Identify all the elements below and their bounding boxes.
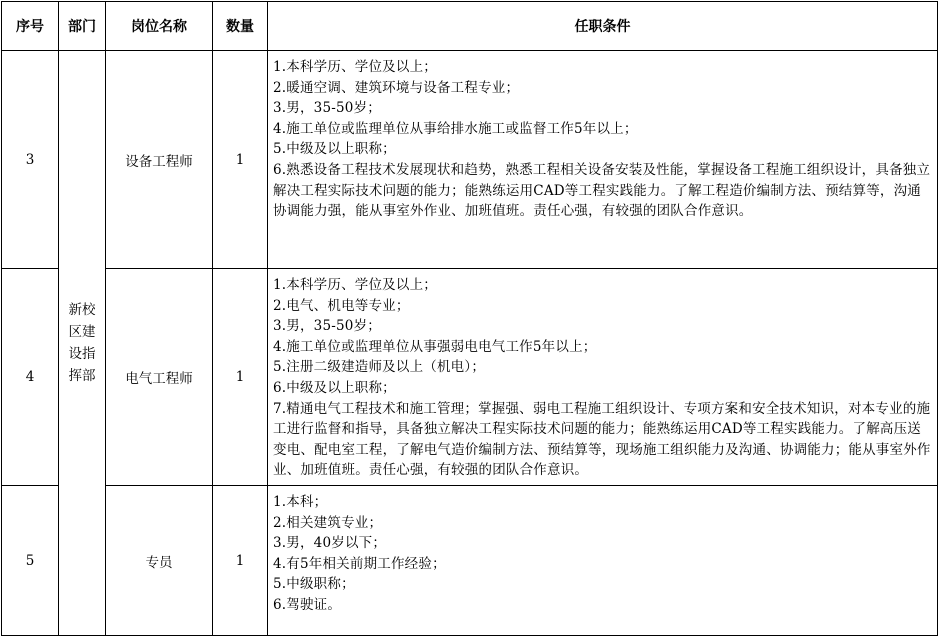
requirement-line: 5.中级及以上职称； <box>273 141 396 158</box>
count-cell: 1 <box>213 51 268 269</box>
requirement-line: 3.男，40岁以下； <box>273 535 387 552</box>
requirement-line: 5.注册二级建造师及以上（机电）； <box>273 359 486 376</box>
seq-cell: 3 <box>2 51 59 269</box>
position-cell: 专员 <box>106 486 213 636</box>
requirement-line: 4.施工单位或监理单位从事给排水施工或监督工作5年以上； <box>273 120 638 137</box>
position-cell: 设备工程师 <box>106 51 213 269</box>
requirements-cell <box>268 269 938 486</box>
requirement-line: 1.本科学历、学位及以上； <box>273 59 437 75</box>
requirements-cell <box>268 486 938 636</box>
seq-cell: 5 <box>2 486 59 636</box>
requirement-line: 2.电气、机电等专业； <box>273 297 410 314</box>
position-cell: 电气工程师 <box>106 269 213 486</box>
requirement-line: 2.暖通空调、建筑环境与设备工程专业； <box>273 79 520 96</box>
requirement-line: 4.施工单位或监理单位从事强弱电电气工作5年以上； <box>273 338 597 355</box>
requirement-line: 1.本科； <box>273 494 328 510</box>
table-row <box>2 486 938 636</box>
header-count: 数量 <box>213 2 268 51</box>
department-cell: 新校区建设指挥部 <box>59 51 106 636</box>
count-cell: 1 <box>213 269 268 486</box>
header-row <box>2 2 938 51</box>
requirement-line: 5.中级职称； <box>273 576 355 593</box>
table-row <box>2 269 938 486</box>
requirement-line: 4.有5年相关前期工作经验； <box>273 555 446 572</box>
requirement-line: 3.男，35-50岁； <box>273 100 381 117</box>
requirements-cell <box>268 51 938 269</box>
job-requirements-table <box>1 1 938 636</box>
requirement-line: 1.本科学历、学位及以上； <box>273 277 437 293</box>
table-row <box>2 51 938 269</box>
requirement-line: 6.驾驶证。 <box>273 596 342 613</box>
header-dept: 部门 <box>59 2 106 51</box>
requirement-line: 7.精通电气工程技术和施工管理；掌握强、弱电工程施工组织设计、专项方案和安全技术知识，对本专业的施工进行监督和指导，具备独立解决工程实际技术问题的能力；能熟练运用CAD等工程实践能力。了解高压送变电、配电室工程，了解电气造价编制方法、预结算等，现场施工组织能力及沟通、协调能力；能从事室外作业、加班值班。责任心强，有较强的团队合作意识。 <box>273 400 931 479</box>
requirement-line: 2.相关建筑专业； <box>273 514 383 531</box>
requirement-line: 6.熟悉设备工程技术发展现状和趋势，熟悉工程相关设备安装及性能，掌握设备工程施工组织设计，具备独立解决工程实际技术问题的能力；能熟练运用CAD等工程实践能力。了解工程造价编制方法、预结算等，沟通协调能力强，能从事室外作业、加班值班。责任心强，有较强的团队合作意识。 <box>273 161 931 220</box>
header-requirements: 任职条件 <box>268 2 938 51</box>
count-cell: 1 <box>213 486 268 636</box>
requirement-line: 6.中级及以上职称； <box>273 379 396 396</box>
header-position: 岗位名称 <box>106 2 213 51</box>
seq-cell: 4 <box>2 269 59 486</box>
requirement-line: 3.男，35-50岁； <box>273 318 381 335</box>
header-seq: 序号 <box>2 2 59 51</box>
